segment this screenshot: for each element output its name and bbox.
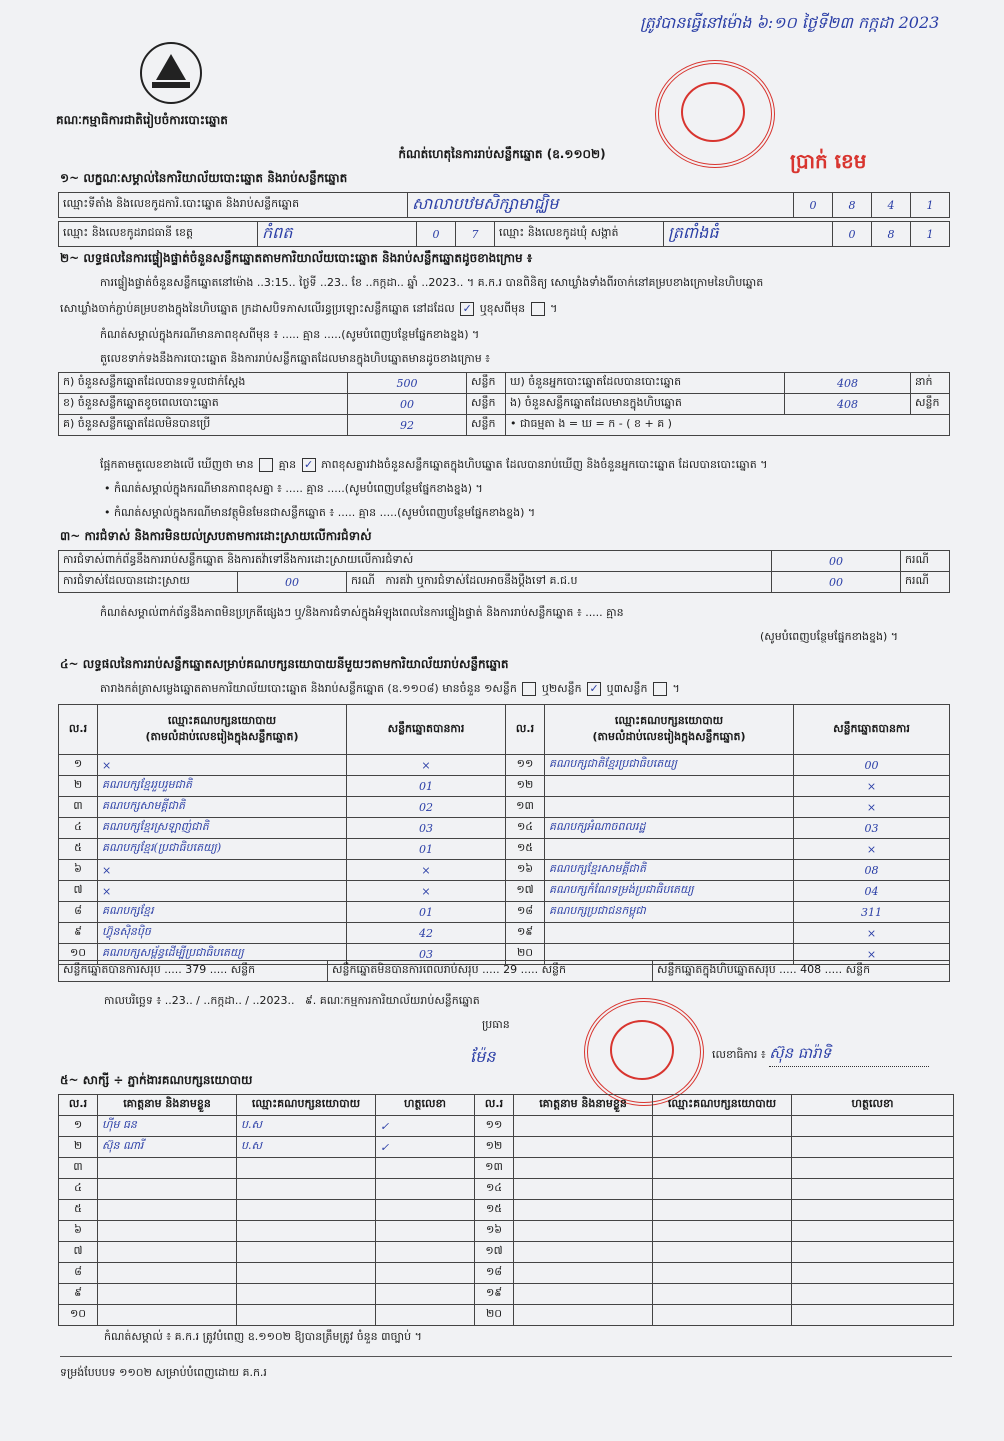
- cell-no: ១១: [475, 1116, 514, 1137]
- col-party: ឈ្មោះគណបក្សនយោបាយ: [237, 1095, 376, 1116]
- cell-party: គណបក្សសម្ព័ន្ធដើម្បីប្រជាធិបតេយ្យ: [98, 944, 347, 965]
- col-party: ឈ្មោះគណបក្សនយោបាយ: [653, 1095, 792, 1116]
- unit-label: ករណី: [901, 551, 950, 572]
- unit-label: នាក់: [911, 373, 950, 394]
- cell-party: ប.ស: [237, 1116, 376, 1137]
- table-row: [59, 776, 950, 797]
- cell-sign: [376, 1200, 475, 1221]
- cell-party: ×: [98, 860, 347, 881]
- cell-party: [237, 1242, 376, 1263]
- irregularity-note-tail: (សូមបំពេញបន្ថែមផ្នែកខាងខ្នង) ។: [760, 630, 899, 643]
- cell-name: [514, 1242, 653, 1263]
- commune-label: ឈ្មោះ និងលេខកូដឃុំ សង្កាត់: [495, 222, 664, 247]
- organization-name: គណៈកម្មាធិការជាតិរៀបចំការបោះឆ្នោត: [56, 113, 228, 127]
- total-in-box: សន្លឹកឆ្នោតក្នុងហិបឆ្នោតសរុប ..... 408 ..... សន្លឹក: [652, 961, 949, 982]
- secretary-line: [712, 1044, 929, 1067]
- table-row: [59, 1221, 954, 1242]
- cell-votes: 04: [794, 881, 950, 902]
- cell-no: ៦: [59, 860, 98, 881]
- cell-no: ២: [59, 776, 98, 797]
- col-sign: ហត្ថលេខា: [376, 1095, 475, 1116]
- cell-party: [545, 797, 794, 818]
- cell-votes: 03: [347, 818, 506, 839]
- section5-heading: ៥~ សាក្សី ÷ ភ្នាក់ងារគណបក្សនយោបាយ: [60, 1073, 253, 1087]
- cell-no: ៧: [59, 1242, 98, 1263]
- col-votes: សន្លឹកឆ្នោតបានការ: [347, 705, 506, 755]
- form-footer: ទម្រង់បែបបទ ១១០២ សម្រាប់បំពេញដោយ គ.ក.រ: [60, 1366, 267, 1379]
- spoiled-ballots-label: ខ) ចំនួនសន្លឹកឆ្នោតខូចពេលបោះឆ្នោត: [59, 394, 348, 415]
- office-code-digit: 1: [911, 193, 950, 218]
- nec-logo: [138, 40, 204, 106]
- cell-no: ១៦: [506, 860, 545, 881]
- report-date: [104, 994, 480, 1010]
- col-party-sub: (តាមលំដាប់លេខរៀងក្នុងសន្លឹកឆ្នោត): [592, 729, 746, 743]
- col-no: ល.រ: [475, 1095, 514, 1116]
- cell-party: គណបក្សខ្មែរ(ប្រជាធិបតេយ្យ): [98, 839, 347, 860]
- foreign-object-note: • កំណត់សម្គាល់ក្នុងករណីមានវត្ថុមិនមែនជាសន្លឹកឆ្នោត ៖ ..... គ្មាន .....(សូមបំពេញបន្ថែមផ្នែកខាងខ្នង) ។: [104, 506, 536, 519]
- table-row: [59, 839, 950, 860]
- cell-name: [98, 1305, 237, 1326]
- no-discrepancy-checkbox[interactable]: ✓: [302, 458, 316, 472]
- table-row: [59, 1242, 954, 1263]
- tally-sheet-text: តារាងកត់ត្រាសម្លេងឆ្នោតតាមការិយាល័យបោះឆ្នោត និងរាប់សន្លឹកឆ្នោត (ឧ.១១០៨) មានចំនួន ១សន្លឹក: [100, 682, 517, 695]
- secretary-signature: ស៊ុន ធារ៉ាទិ: [769, 1044, 929, 1067]
- cell-no: ១៨: [475, 1263, 514, 1284]
- totals-table: [58, 960, 950, 982]
- table-row: [59, 1200, 954, 1221]
- cell-party: [237, 1263, 376, 1284]
- total-valid: សន្លឹកឆ្នោតបានការសរុប ..... 379 ..... សន្លឹក: [59, 961, 328, 982]
- cell-votes: 01: [347, 902, 506, 923]
- table-row: [59, 1284, 954, 1305]
- cell-name: [514, 1179, 653, 1200]
- office-code-digit: 4: [872, 193, 911, 218]
- seal-status-line: សោឃ្លាំងចាក់ភ្ជាប់គម្របខាងក្នុងនៃហិបឆ្នោត ក្រដាសបិទភាសលើរន្ធប្រឡោះសន្លឹកឆ្នោត នៅដដែល ✓ ឬខុសពីមុន ។: [60, 302, 558, 315]
- cell-name: [514, 1116, 653, 1137]
- cell-votes: 01: [347, 776, 506, 797]
- cell-name: [98, 1221, 237, 1242]
- commune-code-digit: 1: [911, 222, 950, 247]
- seal-status-text: សោឃ្លាំងចាក់ភ្ជាប់គម្របខាងក្នុងនៃហិបឆ្នោត ក្រដាសបិទភាសលើរន្ធប្រឡោះសន្លឹកឆ្នោត នៅដដែល: [60, 302, 455, 315]
- cell-party: គណបក្សសាមគ្គីជាតិ: [98, 797, 347, 818]
- cell-sign: [792, 1305, 954, 1326]
- col-party: [545, 705, 794, 755]
- cell-sign: [376, 1221, 475, 1242]
- col-no: ល.រ: [506, 705, 545, 755]
- spoiled-ballots-value: 00: [348, 394, 467, 415]
- col-sign: ហត្ថលេខា: [792, 1095, 954, 1116]
- cell-votes: 42: [347, 923, 506, 944]
- cell-sign: [376, 1158, 475, 1179]
- cell-no: ២: [59, 1137, 98, 1158]
- cell-sign: [792, 1137, 954, 1158]
- cell-no: ៥: [59, 839, 98, 860]
- objections-label: ការជំទាស់ពាក់ព័ន្ធនឹងការរាប់សន្លឹកឆ្នោត និងការតវ៉ាទៅនឹងការដោះស្រាយលើការជំទាស់: [59, 551, 772, 572]
- date-text: កាលបរិច្ឆេទ ៖ ..23.. / ..កក្កដា.. / ..2023..: [104, 994, 295, 1007]
- cell-no: ១៥: [506, 839, 545, 860]
- table-row: [59, 902, 950, 923]
- table-row: [59, 923, 950, 944]
- appeal-value: 00: [772, 572, 901, 593]
- cell-name: ស៊ុន ណារី: [98, 1137, 237, 1158]
- cell-sign: [376, 1305, 475, 1326]
- cell-sign: [376, 1284, 475, 1305]
- handwritten-note-top: ត្រូវបានធ្វើនៅម៉ោង ៦:១០ ថ្ងៃទី២៣ កក្កដា 2023: [640, 13, 940, 32]
- no-discrepancy-label: គ្មាន: [278, 458, 297, 471]
- cell-party: [653, 1116, 792, 1137]
- witness-table: [58, 1094, 954, 1326]
- table-row: [59, 1305, 954, 1326]
- col-party-title: ឈ្មោះគណបក្សនយោបាយ: [614, 713, 724, 727]
- section1-heading: ១~ លក្ខណៈសម្គាល់នៃការិយាល័យបោះឆ្នោត និងរាប់សន្លឹកឆ្នោត: [60, 171, 348, 185]
- cell-no: ៨: [59, 902, 98, 923]
- unit-label: ករណី: [351, 574, 375, 587]
- official-stamp-bottom: [584, 998, 704, 1106]
- cell-sign: [792, 1284, 954, 1305]
- cell-party: [237, 1200, 376, 1221]
- three-sheets-checkbox[interactable]: [653, 682, 667, 696]
- cell-party: [653, 1221, 792, 1242]
- table-row: [59, 1158, 954, 1179]
- section3-heading: ៣~ ការជំទាស់ និងការមិនយល់ស្របតាមការដោះស្រាយលើការជំទាស់: [60, 529, 372, 543]
- cell-sign: [792, 1263, 954, 1284]
- cell-party: គណបក្សខ្មែររួបរួមជាតិ: [98, 776, 347, 797]
- cell-sign: ✓: [376, 1137, 475, 1158]
- cell-votes: ×: [347, 860, 506, 881]
- commune-code-digit: 8: [872, 222, 911, 247]
- province-code-digit: 0: [417, 222, 456, 247]
- cell-votes: ×: [794, 797, 950, 818]
- cell-no: ៨: [59, 1263, 98, 1284]
- cell-party: [653, 1137, 792, 1158]
- cell-no: ១៩: [506, 923, 545, 944]
- office-value: សាលាបឋមសិក្សាមាជ្ឈិម: [408, 193, 794, 218]
- office-code-digit: 0: [794, 193, 833, 218]
- table-row: [59, 797, 950, 818]
- ballot-figures-table: [58, 372, 950, 436]
- cell-no: ៣: [59, 797, 98, 818]
- changed-label: ឬខុសពីមុន: [479, 302, 526, 315]
- cell-no: ១៤: [506, 818, 545, 839]
- changed-checkbox[interactable]: [531, 302, 545, 316]
- cell-name: [98, 1158, 237, 1179]
- cell-party: [237, 1284, 376, 1305]
- discrepancy-text-tail: ភាពខុសគ្នារវាងចំនួនសន្លឹកឆ្នោតក្នុងហិបឆ្នោត ដែលបានរាប់ឃើញ និងចំនួនអ្នកបោះឆ្នោត ដែលបានបោះឆ្នោត ។: [321, 458, 768, 471]
- cell-no: ៩: [59, 1284, 98, 1305]
- two-sheets-label: ឬ២សន្លឹក: [541, 682, 582, 695]
- unused-ballots-value: 92: [348, 415, 467, 436]
- col-party-title: ឈ្មោះគណបក្សនយោបាយ: [167, 713, 277, 727]
- cell-sign: [376, 1242, 475, 1263]
- col-party-sub: (តាមលំដាប់លេខរៀងក្នុងសន្លឹកឆ្នោត): [145, 729, 299, 743]
- cell-sign: [792, 1116, 954, 1137]
- cell-votes: ×: [794, 944, 950, 965]
- cell-no: ១៩: [475, 1284, 514, 1305]
- appeal-text: ការតវ៉ា ឬការជំទាស់ដែលអាចនឹងប្តឹងទៅ គ.ជ.ប: [385, 574, 578, 587]
- table-row: [59, 881, 950, 902]
- cell-name: [514, 1284, 653, 1305]
- tally-sheet-line: តារាងកត់ត្រាសម្លេងឆ្នោតតាមការិយាល័យបោះឆ្នោត និងរាប់សន្លឹកឆ្នោត (ឧ.១១០៨) មានចំនួន ១សន្លឹក ឬ២សន្លឹក ✓ ឬ៣សន្លឹក ។: [100, 682, 680, 695]
- cell-no: ៤: [59, 1179, 98, 1200]
- cell-no: ៦: [59, 1221, 98, 1242]
- col-votes: សន្លឹកឆ្នោតបានការ: [794, 705, 950, 755]
- col-party: [98, 705, 347, 755]
- cell-sign: [792, 1242, 954, 1263]
- total-invalid: សន្លឹកឆ្នោតមិនបានការពេលរាប់សរុប ..... 29 ..... សន្លឹក: [327, 961, 652, 982]
- cell-sign: [792, 1221, 954, 1242]
- cell-sign: [376, 1179, 475, 1200]
- section1-table-row2: [58, 221, 950, 247]
- commune-code-digit: 0: [833, 222, 872, 247]
- cell-no: ៣: [59, 1158, 98, 1179]
- cell-no: ៥: [59, 1200, 98, 1221]
- cell-party: គណបក្សអំណាចពលរដ្ឋ: [545, 818, 794, 839]
- col-name: គោត្តនាម និងនាមខ្លួន: [514, 1095, 653, 1116]
- document-title: កំណត់ហេតុនៃការរាប់សន្លឹកឆ្នោត (ឧ.១១០២): [398, 147, 606, 161]
- discrepancy-text: ផ្អែកតាមតួលេខខាងលើ ឃើញថា មាន: [100, 458, 254, 471]
- cell-name: [514, 1221, 653, 1242]
- cell-votes: ×: [794, 839, 950, 860]
- resolved-label: ការជំទាស់ដែលបានដោះស្រាយ: [59, 572, 238, 593]
- table-row: [59, 818, 950, 839]
- ballots-received-value: 500: [348, 373, 467, 394]
- cell-no: ៤: [59, 818, 98, 839]
- party-results-table: [58, 704, 950, 965]
- table-row: [59, 1116, 954, 1137]
- cell-sign: [376, 1263, 475, 1284]
- cell-no: ១៧: [506, 881, 545, 902]
- cell-party: ×: [98, 755, 347, 776]
- cell-name: ហ៊ីម ធន: [98, 1116, 237, 1137]
- unchanged-checkbox[interactable]: ✓: [460, 302, 474, 316]
- col-name: គោត្តនាម និងនាមខ្លួន: [98, 1095, 237, 1116]
- cell-votes: 02: [347, 797, 506, 818]
- cell-votes: ×: [794, 776, 950, 797]
- cell-party: [653, 1305, 792, 1326]
- cell-no: ១៦: [475, 1221, 514, 1242]
- unit-label: សន្លឹក: [467, 415, 506, 436]
- cell-votes: 311: [794, 902, 950, 923]
- classification-mark: ប្រាក់ ខេម: [790, 149, 867, 173]
- discrepancy-note: • កំណត់សម្គាល់ក្នុងករណីមានភាពខុសគ្នា ៖ ..... គ្មាន .....(សូមបំពេញបន្ថែមផ្នែកខាងខ្នង) ។: [104, 482, 483, 495]
- cell-no: ១០: [59, 1305, 98, 1326]
- commune-value: ត្រពាំងធំ: [664, 222, 833, 247]
- cell-party: ×: [98, 881, 347, 902]
- cell-no: ២០: [506, 944, 545, 965]
- cell-votes: 01: [347, 839, 506, 860]
- section2-heading: ២~ លទ្ធផលនៃការផ្ទៀងផ្ទាត់ចំនួនសន្លឹកឆ្នោតតាមការិយាល័យបោះឆ្នោត និងរាប់សន្លឹកឆ្នោតដូចខាងក្រោម ៖: [60, 251, 533, 265]
- unit-label: សន្លឹក: [467, 373, 506, 394]
- cell-party: ហ៊្វុនស៊ិនប៉ិច: [98, 923, 347, 944]
- cell-party: គណបក្សកំណែទម្រង់ប្រជាធិបតេយ្យ: [545, 881, 794, 902]
- cell-party: គណបក្សខ្មែរ: [98, 902, 347, 923]
- table-row: [59, 755, 950, 776]
- section4-heading: ៤~ លទ្ធផលនៃការរាប់សន្លឹកឆ្នោតសម្រាប់គណបក្សនយោបាយនីមួយៗតាមការិយាល័យរាប់សន្លឹកឆ្នោត: [60, 657, 509, 671]
- table-row: [59, 1179, 954, 1200]
- section1-table: [58, 192, 950, 218]
- cell-no: ៩: [59, 923, 98, 944]
- three-sheets-label: ឬ៣សន្លឹក: [606, 682, 648, 695]
- cell-votes: ×: [794, 923, 950, 944]
- cell-party: [653, 1263, 792, 1284]
- table-row: [59, 1137, 954, 1158]
- cell-party: [237, 1179, 376, 1200]
- cell-sign: [792, 1200, 954, 1221]
- formula: • ជាធម្មតា ង = ឃ = ក - ( ខ + គ ): [506, 415, 950, 436]
- cell-no: ១៣: [475, 1158, 514, 1179]
- objections-value: 00: [772, 551, 901, 572]
- unit-label: ករណី: [901, 572, 950, 593]
- province-value: កំពត: [258, 222, 417, 247]
- cell-party: គណបក្សប្រជាជនកម្ពុជា: [545, 902, 794, 923]
- cell-party: [653, 1242, 792, 1263]
- cell-party: គណបក្សជាតិខ្មែរប្រជាធិបតេយ្យ: [545, 755, 794, 776]
- cell-votes: 03: [347, 944, 506, 965]
- cell-party: ប.ស: [237, 1137, 376, 1158]
- office-label: ឈ្មោះទីតាំង និងលេខកូដការិ.បោះឆ្នោត និងរាប់សន្លឹកឆ្នោត: [59, 193, 408, 218]
- cell-party: [653, 1158, 792, 1179]
- verification-line: ការផ្ទៀងផ្ទាត់ចំនួនសន្លឹកឆ្នោតនៅម៉ោង ..3:15.. ថ្ងៃទី ..23.. ខែ ..កក្កដា.. ឆ្នាំ ..2023.. ។ គ.ក.រ បានពិនិត្យ សោឃ្លាំងទាំងពីរចាក់នៅគម្របខាងក្រោមនៃហិបឆ្នោត: [100, 276, 764, 289]
- difference-note: កំណត់សម្គាល់ក្នុងករណីមានភាពខុសពីមុន ៖ ..... គ្មាន .....(សូមបំពេញបន្ថែមផ្នែកខាងខ្នង) ។: [100, 328, 480, 341]
- cell-name: [98, 1263, 237, 1284]
- cell-votes: 03: [794, 818, 950, 839]
- cell-no: ១០: [59, 944, 98, 965]
- secretary-label: លេខាធិការ ៖: [712, 1048, 766, 1061]
- cell-no: ១២: [475, 1137, 514, 1158]
- cell-party: [545, 776, 794, 797]
- cell-no: ១៧: [475, 1242, 514, 1263]
- cell-party: [237, 1305, 376, 1326]
- ballots-in-box-label: ង) ចំនួនសន្លឹកឆ្នោតដែលមានក្នុងហិបឆ្នោត: [506, 394, 785, 415]
- committee-label: ៩. គណៈកម្មការការិយាល័យរាប់សន្លឹកឆ្នោត: [305, 994, 480, 1007]
- cell-name: [514, 1200, 653, 1221]
- table-row: [59, 860, 950, 881]
- cell-no: ១: [59, 755, 98, 776]
- cell-name: [98, 1179, 237, 1200]
- appeal-label: [347, 572, 772, 593]
- voters-label: ឃ) ចំនួនអ្នកបោះឆ្នោតដែលបានបោះឆ្នោត: [506, 373, 785, 394]
- cell-no: ១១: [506, 755, 545, 776]
- cell-no: ១៥: [475, 1200, 514, 1221]
- cell-name: [514, 1158, 653, 1179]
- cell-party: [545, 923, 794, 944]
- cell-party: [653, 1284, 792, 1305]
- cell-name: [98, 1242, 237, 1263]
- unit-label: សន្លឹក: [911, 394, 950, 415]
- cell-votes: 00: [794, 755, 950, 776]
- cell-sign: ✓: [376, 1116, 475, 1137]
- cell-no: ២០: [475, 1305, 514, 1326]
- cell-no: ១៤: [475, 1179, 514, 1200]
- cell-no: ១២: [506, 776, 545, 797]
- cell-no: ៧: [59, 881, 98, 902]
- col-no: ល.រ: [59, 1095, 98, 1116]
- unit-label: សន្លឹក: [467, 394, 506, 415]
- cell-no: ១៨: [506, 902, 545, 923]
- cell-name: [98, 1284, 237, 1305]
- footnote: កំណត់សម្គាល់ ៖ គ.ក.រ ត្រូវបំពេញ ឧ.១១០២ ឱ្យបានត្រឹមត្រូវ ចំនួន ៣ច្បាប់ ។: [104, 1330, 422, 1343]
- has-discrepancy-checkbox[interactable]: [259, 458, 273, 472]
- cell-votes: ×: [347, 755, 506, 776]
- table-row: [59, 1263, 954, 1284]
- ballots-in-box-value: 408: [785, 394, 911, 415]
- ballots-received-label: ក) ចំនួនសន្លឹកឆ្នោតដែលបានទទួលជាក់ស្តែង: [59, 373, 348, 394]
- figures-intro: តួលេខទាក់ទងនឹងការបោះឆ្នោត និងការរាប់សន្លឹកឆ្នោតដែលមានក្នុងហិបឆ្នោតមានដូចខាងក្រោម ៖: [100, 352, 491, 365]
- office-code-digit: 8: [833, 193, 872, 218]
- cell-party: [653, 1200, 792, 1221]
- voters-value: 408: [785, 373, 911, 394]
- cell-name: [514, 1137, 653, 1158]
- cell-name: [514, 1305, 653, 1326]
- cell-party: [237, 1158, 376, 1179]
- chair-signature: ម៉ែន: [470, 1047, 496, 1066]
- cell-party: គណបក្សខ្មែរសាមគ្គីជាតិ: [545, 860, 794, 881]
- cell-party: [653, 1179, 792, 1200]
- cell-party: [545, 839, 794, 860]
- resolved-value: 00: [238, 572, 347, 593]
- chair-label: ប្រធាន: [482, 1018, 510, 1031]
- cell-votes: ×: [347, 881, 506, 902]
- irregularity-note: កំណត់សម្គាល់ពាក់ព័ន្ធនឹងភាពមិនប្រក្រតីផ្សេងៗ ឬ/និងការជំទាស់ក្នុងអំឡុងពេលនៃការផ្ទៀងផ្ទាត់ និងការរាប់សន្លឹកឆ្នោត ៖ ..... គ្មាន: [100, 606, 624, 619]
- cell-name: [514, 1263, 653, 1284]
- cell-party: [237, 1221, 376, 1242]
- province-label: ឈ្មោះ និងលេខកូដរាជធានី ខេត្ត: [59, 222, 258, 247]
- discrepancy-line: [100, 458, 767, 474]
- col-no: ល.រ: [59, 705, 98, 755]
- one-sheet-checkbox[interactable]: [522, 682, 536, 696]
- cell-no: ១៣: [506, 797, 545, 818]
- two-sheets-checkbox[interactable]: ✓: [587, 682, 601, 696]
- cell-name: [98, 1200, 237, 1221]
- cell-sign: [792, 1158, 954, 1179]
- province-code-digit: 7: [456, 222, 495, 247]
- cell-no: ១: [59, 1116, 98, 1137]
- unused-ballots-label: គ) ចំនួនសន្លឹកឆ្នោតដែលមិនបានប្រើ: [59, 415, 348, 436]
- footer-divider: [60, 1356, 952, 1357]
- cell-party: គណបក្សខ្មែរស្រឡាញ់ជាតិ: [98, 818, 347, 839]
- cell-votes: 08: [794, 860, 950, 881]
- objections-table: [58, 550, 950, 593]
- cell-sign: [792, 1179, 954, 1200]
